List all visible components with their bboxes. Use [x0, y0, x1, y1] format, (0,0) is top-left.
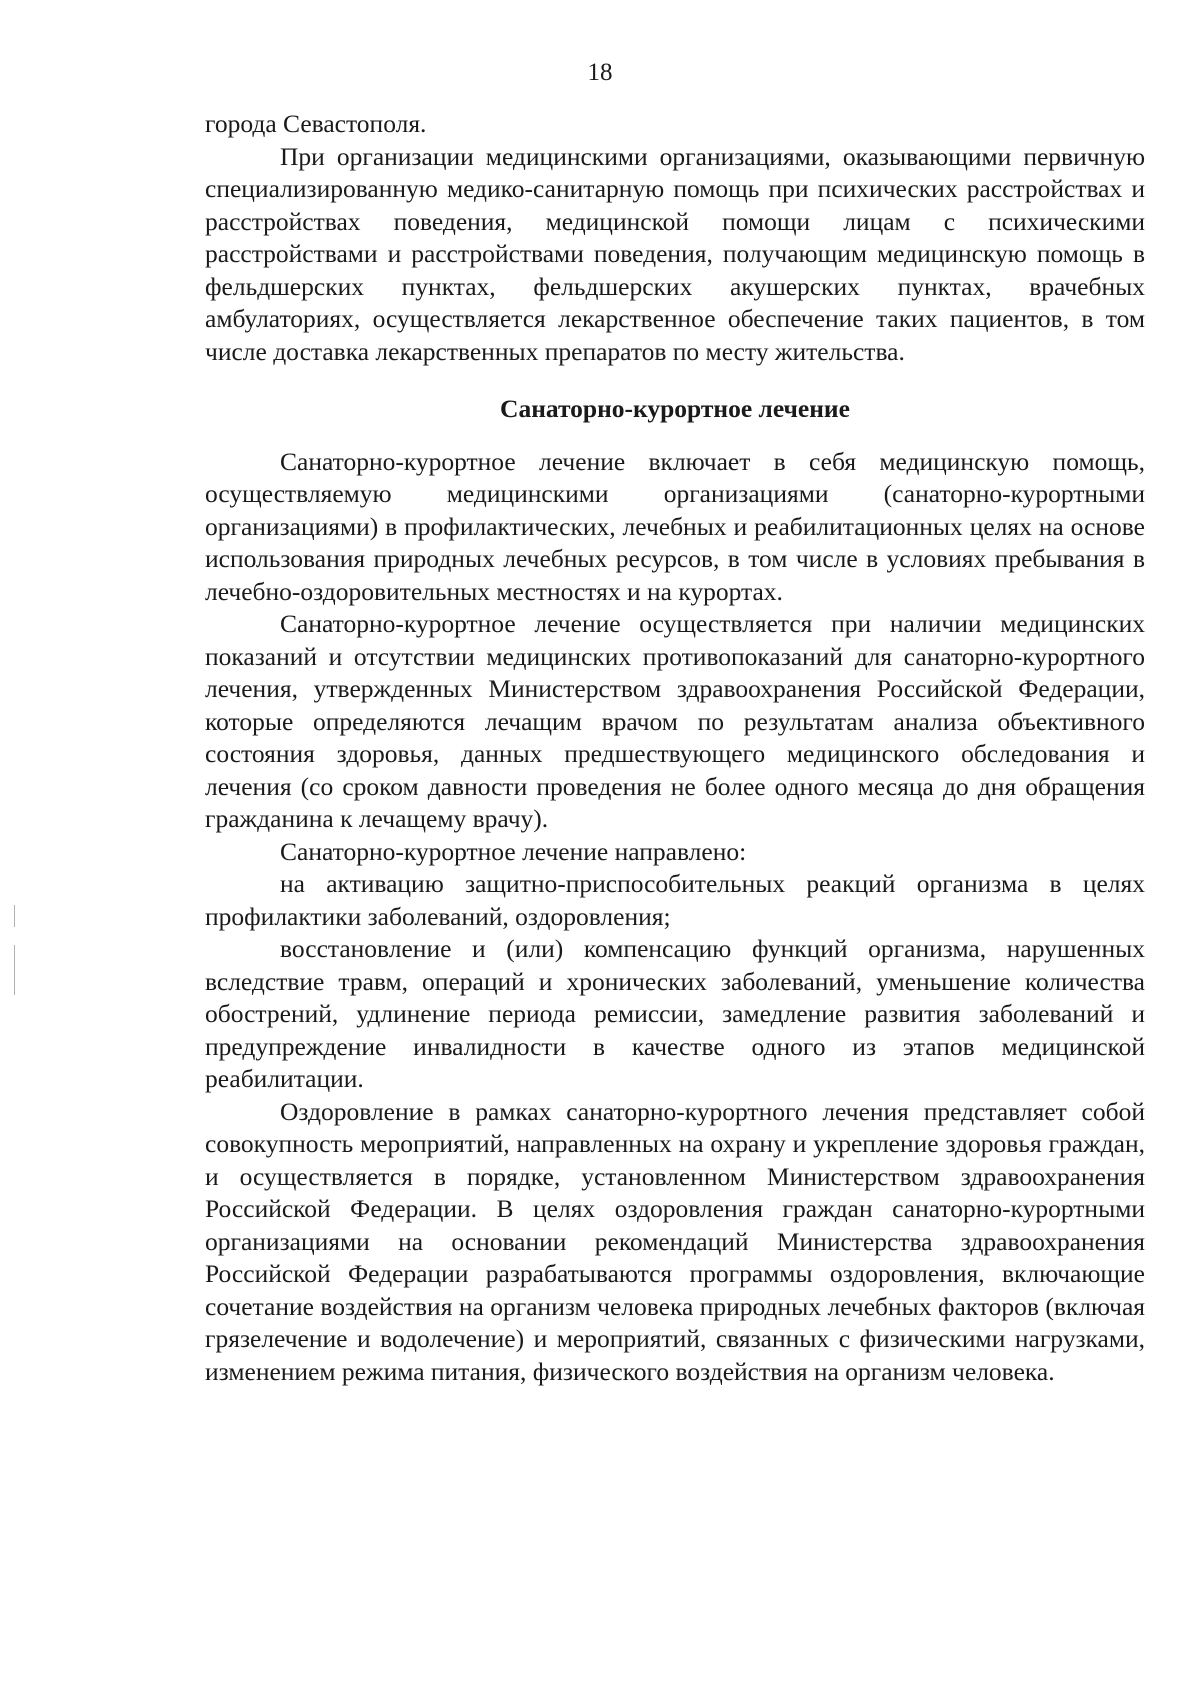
paragraph-psychiatric-drug-supply: При организации медицинскими организациями, оказывающими первичную специализированную медико-санитарную помощь при психических расстройствах и расстройствах поведения, медицинской помощи лицам с психическими расстройствами и расстройствами поведения, получающим медицинскую помощь в фельдшерских пунктах, фельдшерских акушерских пунктах, врачебных амбулаториях, осуществляется лекарственное обеспечение таких пациентов, в том числе доставка лекарственных препаратов по месту жительства.	[205, 141, 1145, 366]
paragraph-aim-activation: на активацию защитно-приспособительных реакций организма в целях профилактики заболеваний, оздоровления;	[205, 869, 1145, 931]
paragraph-health-improvement: Оздоровление в рамках санаторно-курортного лечения представляет собой совокупность мероприятий, направленных на охрану и укрепление здоровья граждан, и осуществляется в порядке, установленном Министерством здравоохранения Российской Федерации. В целях оздоровления граждан санаторно-курортными организациями на основании рекомендаций Министерства здравоохранения Российской Федерации разрабатываются программы оздоровления, включающие сочетание воздействия на организм человека природных лечебных факторов (включая грязелечение и водолечение) и мероприятий, связанных с физическими нагрузками, изменением режима питания, физического воздействия на организм человека.	[205, 1096, 1145, 1386]
section-title: Санаторно-курортное лечение	[500, 394, 850, 423]
paragraph-indications: Санаторно-курортное лечение осуществляется при наличии медицинских показаний и отсутствии медицинских противопоказаний для санаторно-курортного лечения, утвержденных Министерством здравоохранения Российской Федерации, которые определяются лечащим врачом по результатам анализа объективного состояния здоровья, данных предшествующего медицинского обследования и лечения (со сроком давности проведения не более одного месяца до дня обращения гражданина к лечащему врачу).	[205, 609, 1145, 833]
scan-edge-mark	[14, 905, 15, 927]
paragraph-continuation: города Севастополя.	[205, 109, 427, 138]
paragraph-aim-restoration: восстановление и (или) компенсацию функций организма, нарушенных вследствие травм, операций и хронических заболеваний, уменьшение количества обострений, удлинение периода ремиссии, замедление развития заболеваний и предупреждение инвалидности в качестве одного из этапов медицинской реабилитации.	[205, 934, 1145, 1093]
paragraph-aims-intro: Санаторно-курортное лечение направлено:	[280, 836, 747, 866]
document-body	[205, 108, 1145, 1388]
scan-edge-mark	[14, 945, 15, 995]
page-number: 18	[587, 59, 613, 86]
paragraph-definition: Санаторно-курортное лечение включает в себя медицинскую помощь, осуществляемую медицинскими организациями (санаторно-курортными организациями) в профилактических, лечебных и реабилитационных целях на основе использования природных лечебных ресурсов, в том числе в условиях пребывания в лечебно-оздоровительных местностях и на курортах.	[205, 446, 1145, 606]
